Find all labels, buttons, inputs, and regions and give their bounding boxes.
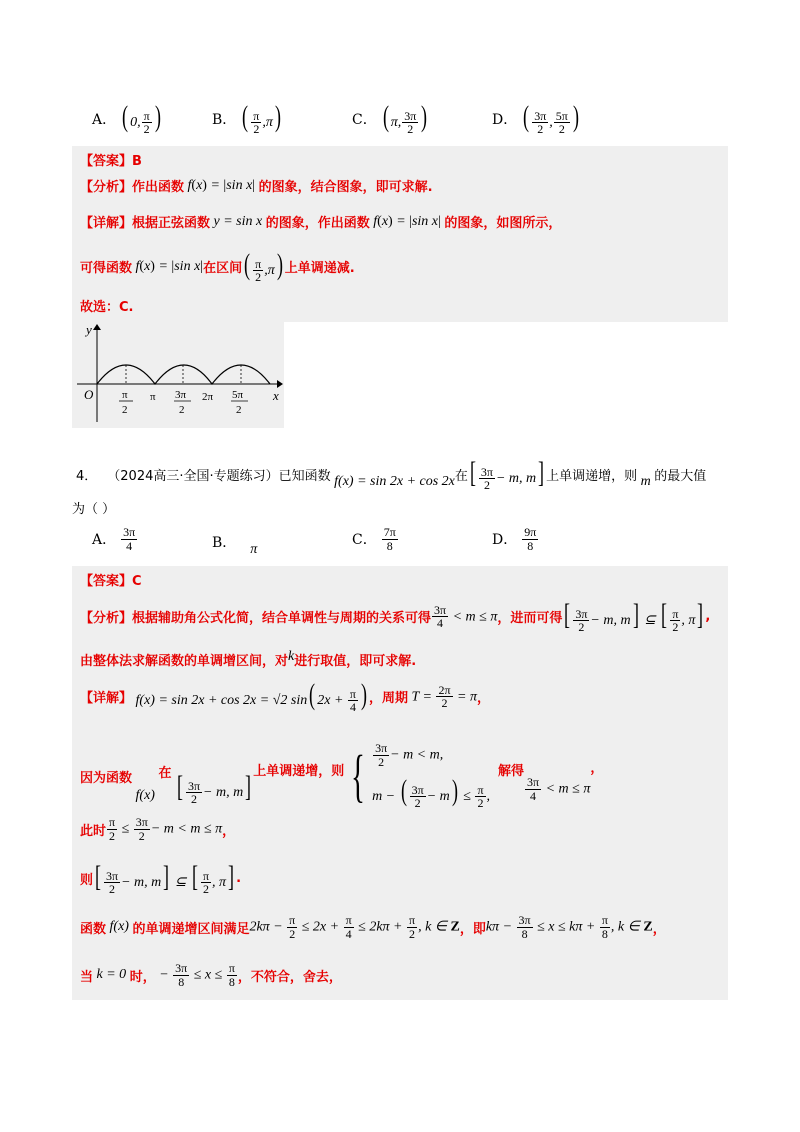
- answer-label: 【答案】B: [80, 154, 142, 169]
- q4-analysis: 【分析】根据辅助角公式化简，结合单调性与周期的关系可得 $\frac{3\pi}{4}$ < m ≤ π ，进而可得 [ $\frac{3\pi}{2}$ − m, m] ⊆ [ $\frac{\pi}{2}$ , π] ,: [80, 598, 711, 635]
- q4-option-d: D． $\frac{9\pi}{8}$: [492, 525, 537, 553]
- tick-3pi-2: [174, 389, 191, 416]
- option-a: A． ( 0, $\frac{\pi}{2}$ ): [92, 100, 161, 137]
- option-d: D． ( $\frac{3\pi}{2}$ , $\frac{5\pi}{2}$ ): [492, 100, 579, 137]
- q4-answer-block: [72, 566, 728, 1000]
- q4-when: 当 k = 0 时， − $\frac{3\pi}{8}$ ≤ x ≤ $\frac{\pi}{8}$ ，不符合，舍去，: [80, 961, 342, 989]
- detail-line-2: 可得函数 f(x) = |sin x| 在区间 ( $\frac{\pi}{2}$ ,π) 上单调递减.: [80, 248, 355, 285]
- analysis-line: 【分析】作出函数 f(x) = |sin x| 的图象，结合图象，即可求解.: [80, 177, 433, 195]
- q4-option-c: C． $\frac{7\pi}{8}$: [352, 525, 396, 553]
- q4-func: 函数 f(x) 的单调递增区间满足 2kπ − $\frac{\pi}{2}$ ≤ 2x + $\frac{\pi}{4}$ ≤ 2kπ + $\frac{\pi}{2}$ , k ∈ Z ，即 kπ − $\frac{3\pi}{8}$ ≤ x ≤ kπ + $\frac{\pi}{8}$ , k ∈ Z ，: [80, 913, 666, 941]
- q4-then2: 则 [ $\frac{3\pi}{2}$ − m, m] ⊆ [ $\frac{\pi}{2}$ , π] .: [80, 860, 242, 897]
- q4-option-a: A． $\frac{3\pi}{4}$: [92, 525, 136, 553]
- detail-line: 【详解】根据正弦函数 y = sin x 的图象，作出函数 f(x) = |sin x| 的图象，如图所示，: [80, 213, 562, 231]
- tick-2pi: 2π: [202, 391, 214, 403]
- option-b: B． ( $\frac{\pi}{2}$ ,π): [212, 100, 281, 137]
- x-axis-label: x: [273, 388, 279, 403]
- q4-answer-label: 【答案】C: [80, 574, 142, 589]
- option-c: C． ( π, $\frac{3\pi}{2}$ ): [352, 100, 428, 137]
- y-axis-label: y: [86, 322, 92, 337]
- svg-text:3π: 3π: [175, 389, 187, 401]
- svg-text:2: 2: [179, 404, 185, 416]
- conclusion: 故选：C.: [80, 300, 134, 315]
- svg-text:5π: 5π: [232, 389, 244, 401]
- tick-5pi-2: [231, 389, 248, 416]
- sine-abs-graph: [72, 322, 284, 428]
- svg-text:π: π: [122, 389, 128, 401]
- q4-detail: 【详解】 f(x) = sin 2x + cos 2x = √2 sin( 2x + $\frac{\pi}{4}$ ) ，周期 T = $\frac{2\pi}{2}$ = π ，: [80, 678, 491, 715]
- q4-analysis-2: 由整体法求解函数的单调增区间，对 k 进行取值，即可求解.: [80, 648, 417, 669]
- q4-then: 此时 $\frac{\pi}{2}$ ≤ $\frac{3\pi}{2}$ − m < m ≤ π ，: [80, 815, 236, 843]
- q4-because: 因为函数 f(x) 在 [ $\frac{3\pi}{2}$ − m, m] 上单调递增，则 { $\frac{3\pi}{2}$ − m < m, m − ( $\frac{3\pi}{2}$ − m) ≤ $\frac{\pi}{2}$ , 解得 $\frac{3\pi}{4}$ < m ≤ π ，: [80, 741, 604, 811]
- origin-label: O: [84, 387, 94, 402]
- tick-pi-2: [119, 389, 133, 416]
- svg-text:2: 2: [122, 404, 128, 416]
- svg-text:2: 2: [236, 404, 242, 416]
- q4-option-b: B． π: [212, 535, 258, 557]
- tick-pi: π: [150, 391, 156, 403]
- q3-answer-block: [72, 146, 728, 322]
